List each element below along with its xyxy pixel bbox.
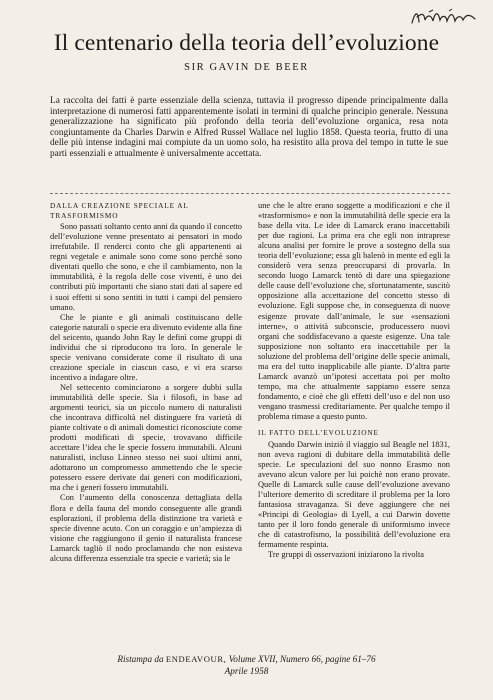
paragraph: Quando Darwin iniziò il viaggio sul Beagle nel 1831, non aveva ragioni di dubitare della immutabilità delle specie. Le speculazioni del suo nonno Erasmo non avevano alcun valore per lui poichè non erano provate. Quelle di Lamarck sulle cause dell’evoluzione avevano l’ulteriore demerito di screditare il problema per la loro fantasiosa stravaganza. Si deve aggiungere che nei «Principi di Geologia» di Lyell, a cui Darwin dovette tanto per il loro fondo generale di uniformismo invece che di catastrofismo, la possibilità dell’evoluzione era fermamente respinta.	[258, 439, 450, 550]
article-author: SIR GAVIN DE BEER	[184, 62, 309, 73]
paragraph: Sono passati soltanto cento anni da quando il concetto dell’evoluzione venne presentato ai pensatori in modo irrefutabile. Il renderci conto che gli appartenenti ai regni vegetale e animale sono come sono perchè sono diventati quello che sono, e che il cambiamento, non la immutabilità, è la regola delle cose viventi, è uno dei contributi più importanti che siano stati dati al sapere ed i suoi effetti si sono sentiti in tutti i campi del pensiero umano.	[50, 222, 242, 312]
reprint-footer	[0, 654, 493, 677]
paragraph: Nel settecento cominciarono a sorgere dubbi sulla immutabilità delle specie. Sia i filosofi, in base ad argomenti teorici, sia un piccolo numero di naturalisti che incontrava difficoltà nel distinguere fra varietà di piante coltivate o di animali domestici riconosciute come prodotti modificati di specie, trovavano difficile accettare l’idea che le specie fossero immutabili. Alcuni naturalisti, incluso Linneo stesso nei suoi ultimi anni, adottarono un compromesso ammettendo che le specie potessero essere derivate dai generi con modificazioni, ma che i generi fossero immutabili.	[50, 382, 242, 493]
article-abstract: La raccolta dei fatti è parte essenziale della scienza, tuttavia il progresso dipende principalmente dalla interpretazione di numerosi fatti apparentemente isolati in termini di qualche principio generale. Nessuna generalizzazione ha significato più profondo della teoria dell’evoluzione organica, resa nota congiuntamente da Charles Darwin e Alfred Russel Wallace nel luglio 1858. Questa teoria, frutto di una delle più intense indagini mai compiute da un uomo solo, ha resistito alla prova del tempo in tutte le sue parti essenziali e attualmente è universalmente accettata.	[50, 96, 448, 159]
right-column	[258, 201, 450, 560]
paragraph: une che le altre erano soggette a modificazioni e che il «trasformismo» e non la immutabilità delle specie era la base della vita. Le idee di Lamarck erano inaccettabili per due ragioni. La prima era che egli non intraprese alcuna analisi per fornire le prove a sostegno della sua teoria dell’evoluzione; essa gli balenò in mente ed egli la considerò vera senza preoccuparsi di provarla. In secondo luogo Lamarck tentò di dare una spiegazione delle cause dell’evoluzione che, sfortunatamente, suscitò opposizione alla accettazione del concetto stesso di evoluzione. Egli suppose che, in conseguenza di nuove esigenze provate dall’animale, le sue «sensazioni interne», o attività subconscie, producessero nuovi organi che soddisfacevano a queste esigenze. Una tale supposizione non soltanto era inaccettabile per la soluzione del problema dell’origine delle specie animali, ma era del tutto inapplicabile alle piante. D’altra parte Lamarck avanzò un’ipotesi accettata poi per molto tempo, ma che attualmente sappiamo essere senza fondamento, e cioè che gli effetti dell’uso e del non uso vengano trasmessi creditariamente. Per qualche tempo il problema rimase a questo punto.	[258, 201, 450, 421]
signature-scribble-icon	[409, 6, 479, 30]
paragraph: Tre gruppi di osservazioni iniziarono la rivolta	[268, 550, 424, 560]
journal-name: ENDEAVOUR,	[165, 654, 227, 664]
section-heading-creazione: DALLA CREAZIONE SPECIALE AL TRASFORMISMO	[50, 201, 189, 220]
journal-volume: Volume XVII, Numero 66, pagine 61–76	[228, 654, 376, 664]
paragraph: Che le piante e gli animali costituiscano delle categorie naturali o specie era divenuto evidente alla fine del seicento, quando John Ray le definì come gruppi di individui che si riproducono tra loro. In generale le specie venivano considerate come il risultato di una creazione speciale in ciascun caso, e vi era scarso incentivo a indagare oltre.	[50, 312, 242, 382]
left-column	[50, 201, 242, 564]
reprint-prefix: Ristampa da	[117, 654, 164, 664]
section-heading-evoluzione: IL FATTO DELL’EVOLUZIONE	[258, 428, 379, 438]
paragraph: Con l’aumento della conoscenza dettagliata della flora e della fauna del mondo conseguente alle grandi esplorazioni, il problema della distinzione tra varietà e specie divenne acuto. Con un coraggio e un’ampiezza di visione che raggiungono il genio il naturalista francese Lamarck tagliò il nodo proclamando che non esisteva alcuna differenza essenziale tra specie e varietà; sia le	[50, 493, 242, 563]
section-divider	[50, 193, 450, 194]
reprint-citation	[0, 654, 493, 666]
handwritten-signature	[409, 6, 479, 30]
article-title: Il centenario della teoria dell’evoluzione	[53, 30, 440, 56]
reprint-date: Aprile 1958	[224, 665, 269, 676]
